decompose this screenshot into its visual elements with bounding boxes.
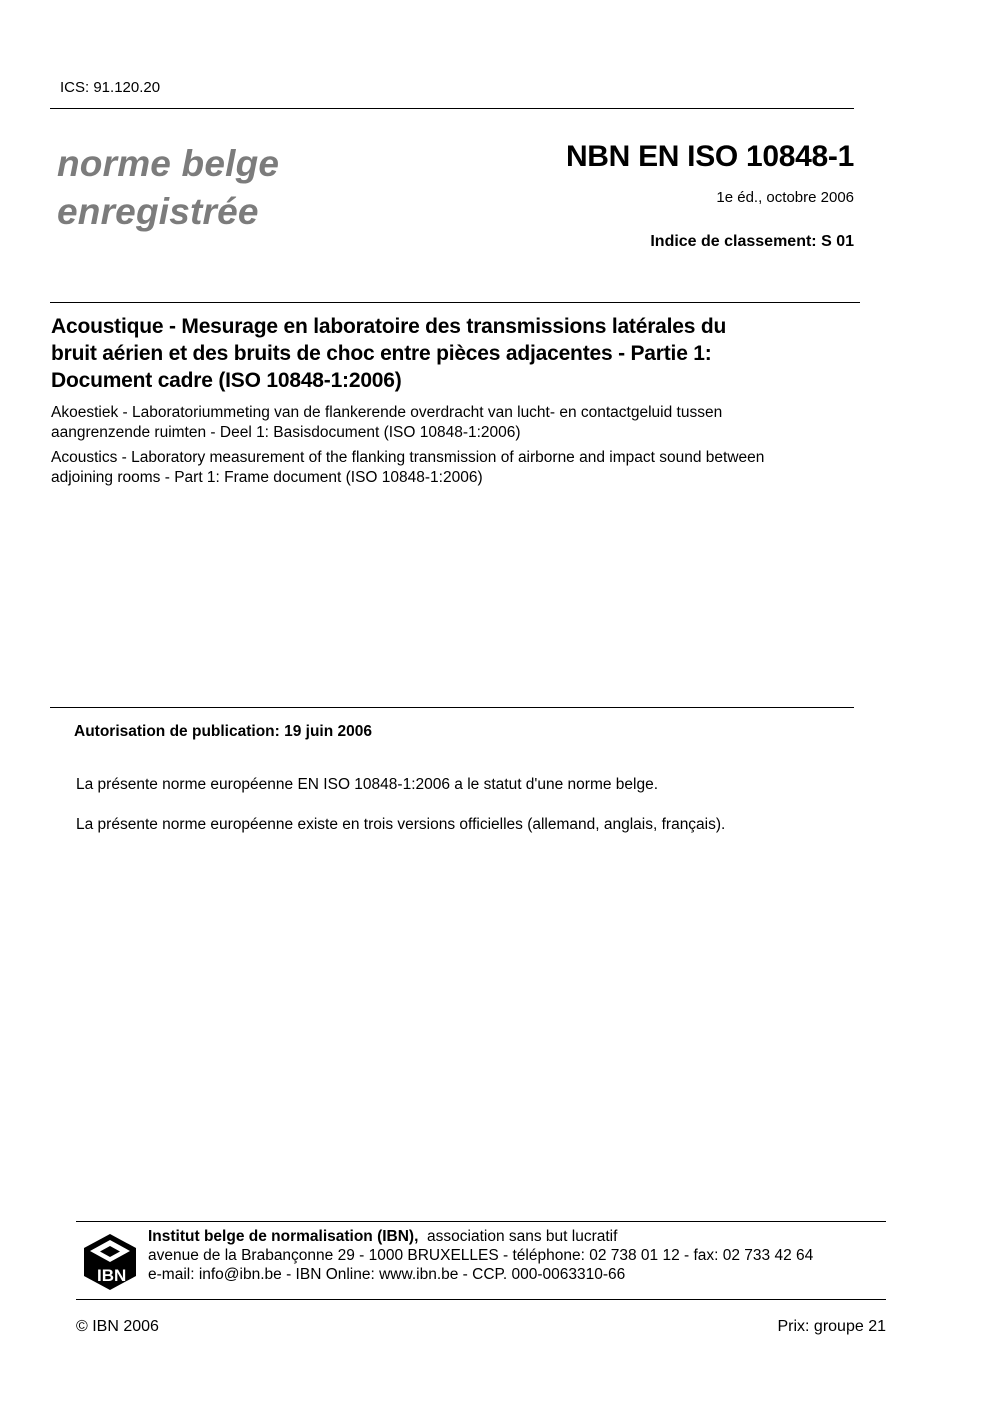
price-group: Prix: groupe 21 [777,1318,886,1335]
standard-number: NBN EN ISO 10848-1 [565,140,854,173]
status-paragraph: La présente norme européenne EN ISO 10848-1:2006 a le statut d'une norme belge. [76,776,659,793]
copyright-notice: © IBN 2006 [76,1318,159,1335]
footer-divider-bottom [76,1299,886,1300]
publication-authorisation: Autorisation de publication: 19 juin 2006 [74,723,372,740]
footer-divider-top [76,1221,886,1222]
brand-line-1: norme belge [57,143,280,184]
title-french [51,313,841,394]
title-english-line: Acoustics - Laboratory measurement of the flanking transmission of airborne and impact sound between [51,449,765,466]
institute-contact: e-mail: info@ibn.be - IBN Online: www.ibn.be - CCP. 000-0063310-66 [148,1266,626,1283]
title-french-line: bruit aérien et des bruits de choc entre pièces adjacentes - Partie 1: [51,342,712,365]
institute-name: Institut belge de normalisation (IBN), [148,1228,419,1245]
title-english-line: adjoining rooms - Part 1: Frame document (ISO 10848-1:2006) [51,469,483,486]
header-divider [50,108,854,109]
body-divider [50,707,854,708]
brand-wordmark [57,140,279,236]
institute-heading [148,1227,813,1246]
title-dutch [51,403,851,443]
title-dutch-line: aangrenzende ruimten - Deel 1: Basisdocument (ISO 10848-1:2006) [51,424,521,441]
classification-index: Indice de classement: S 01 [650,233,854,250]
institute-info [148,1227,813,1284]
title-french-line: Document cadre (ISO 10848-1:2006) [51,369,402,392]
institute-address: avenue de la Brabançonne 29 - 1000 BRUXELLES - téléphone: 02 738 01 12 - fax: 02 733 42 64 [148,1247,814,1264]
title-divider [50,302,860,303]
title-english [51,448,851,488]
title-french-line: Acoustique - Mesurage en laboratoire des transmissions latérales du [51,315,727,338]
title-dutch-line: Akoestiek - Laboratoriummeting van de flankerende overdracht van lucht- en contactgeluid tussen [51,404,723,421]
logo-letters: IBN [97,1266,127,1285]
ibn-logo-icon [82,1232,138,1292]
brand-line-2: enregistrée [57,191,259,232]
ics-code: ICS: 91.120.20 [60,79,161,96]
institute-type: association sans but lucratif [427,1228,618,1245]
versions-paragraph: La présente norme européenne existe en trois versions officielles (allemand, anglais, français). [76,816,726,833]
edition-date: 1e éd., octobre 2006 [716,189,854,206]
